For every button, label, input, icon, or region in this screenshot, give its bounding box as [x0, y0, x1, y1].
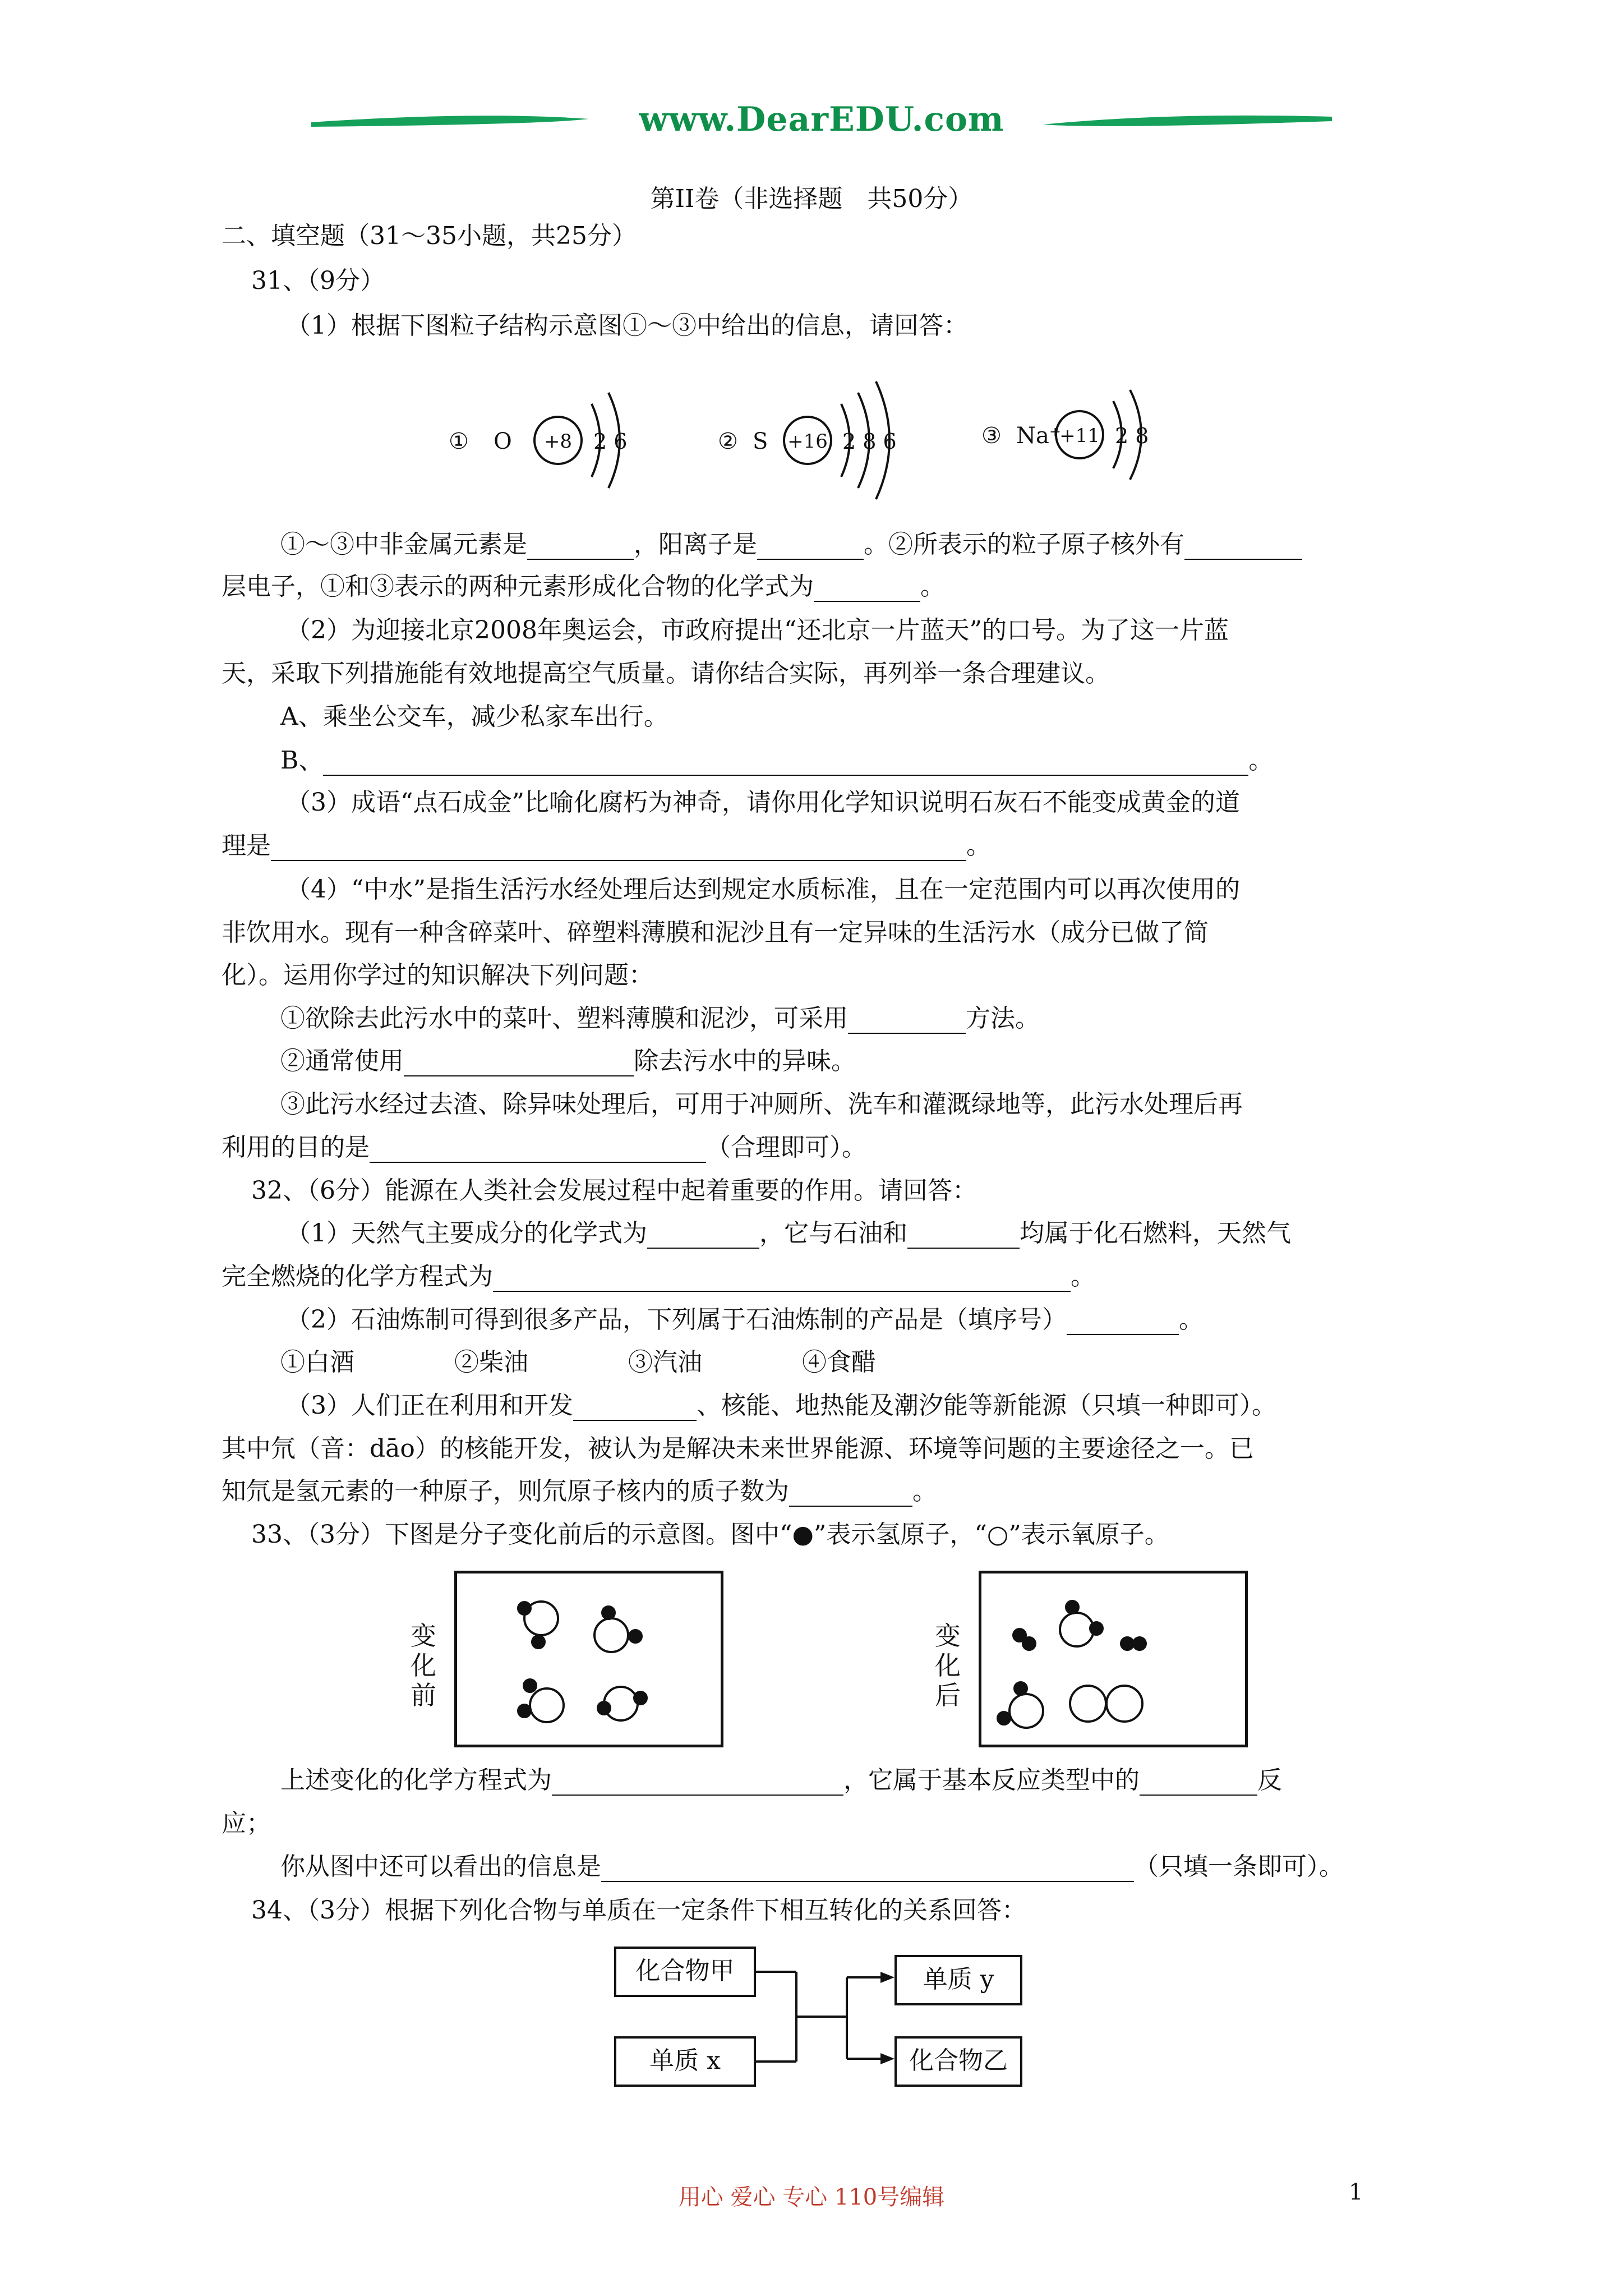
molecules-before-svg: [457, 1573, 721, 1745]
box-compound-a: 化合物甲: [614, 1947, 756, 1997]
q32-p1-text-c: 均属于化石燃料，天然气: [1020, 1219, 1291, 1248]
q33-heading: 33、（3分）下图是分子变化前后的示意图。图中“●”表示氢原子，“○”表示氧原子。: [251, 1520, 1169, 1549]
answer-blank[interactable]: [1184, 534, 1302, 560]
q31-p3-line1: （3）成语“点石成金”比喻化腐朽为神奇，请你用化学知识说明石灰石不能变成黄金的道: [286, 788, 1240, 817]
q33-question-line1: [280, 1766, 1282, 1796]
q32-p3-text-c: 知氘是氢元素的一种原子，则氘原子核内的质子数为: [222, 1477, 789, 1506]
q31-p2-b-label: B、: [280, 746, 324, 775]
q32-heading: 32、（6分）能源在人类社会发展过程中起着重要的作用。请回答：: [251, 1176, 977, 1205]
option-2: ②柴油: [454, 1348, 528, 1377]
q33-text-a: 上述变化的化学方程式为: [280, 1766, 552, 1795]
q34-heading: 34、（3分）根据下列化合物与单质在一定条件下相互转化的关系回答：: [251, 1896, 1026, 1925]
answer-blank[interactable]: [601, 1856, 1134, 1882]
q31-p3-line2: [222, 831, 991, 861]
q32-p2-text: （2）石油炼制可得到很多产品，下列属于石油炼制的产品是（填序号）: [286, 1305, 1067, 1334]
q32-p3-text-a: （3）人们正在利用和开发: [286, 1391, 573, 1420]
q31-p1-text-c: 。②所表示的粒子原子核外有: [864, 530, 1184, 559]
q31-p2-line1: （2）为迎接北京2008年奥运会，市政府提出“还北京一片蓝天”的口号。为了这一片蓝: [286, 616, 1229, 645]
q31-p3-text: 理是: [222, 831, 271, 860]
exam-part-title: 第II卷（非选择题 共50分）: [650, 185, 973, 213]
atom-3-shells: 2 8: [1115, 424, 1149, 448]
page-footer: 用心 爱心 专心 110号编辑: [678, 2184, 945, 2210]
q32-p3-line3: [222, 1477, 937, 1507]
q31-p1-text-d: 层电子，①和③表示的两种元素形成化合物的化学式为: [222, 572, 814, 601]
q31-p4-q2: [280, 1047, 856, 1076]
answer-blank[interactable]: [848, 1008, 966, 1034]
q31-p4-q1-tail: 方法。: [966, 1004, 1040, 1033]
q31-p4-q3-line1: ③此污水经过去渣、除异味处理后，可用于冲厕所、洗车和灌溉绿地等，此污水处理后再: [280, 1090, 1243, 1119]
q31-p4-line1: （4）“中水”是指生活污水经处理后达到规定水质标准，且在一定范围内可以再次使用的: [286, 875, 1240, 904]
site-header: [308, 95, 1335, 157]
q31-p1-text-a: ①～③中非金属元素是: [280, 530, 527, 559]
answer-blank[interactable]: [789, 1481, 912, 1507]
molecules-before-box: [454, 1571, 723, 1747]
q31-p4-q2-tail: 除去污水中的异味。: [634, 1047, 856, 1075]
answer-blank[interactable]: [404, 1051, 634, 1076]
atom-2-shells: 2 8 6: [842, 429, 897, 454]
label-after: 变化后: [935, 1621, 961, 1710]
q32-p1-line1: [286, 1219, 1291, 1249]
q31-p2-line2: 天，采取下列措施能有效地提高空气质量。请你结合实际，再列举一条合理建议。: [222, 659, 1110, 688]
answer-blank[interactable]: [527, 534, 634, 560]
q32-p1-text-a: （1）天然气主要成分的化学式为: [286, 1219, 647, 1248]
q32-p1-text-d: 完全燃烧的化学方程式为: [222, 1262, 493, 1291]
answer-blank[interactable]: [1067, 1309, 1179, 1335]
q32-p1-text-b: ，它与石油和: [759, 1219, 907, 1248]
q33-text-e: 你从图中还可以看出的信息是: [280, 1852, 601, 1881]
q33-text-c: 反: [1257, 1766, 1282, 1795]
q31-p1-question-line1: [280, 530, 1302, 560]
answer-blank[interactable]: [552, 1770, 843, 1796]
option-1: ①白酒: [280, 1348, 354, 1377]
molecules-after-box: [979, 1571, 1248, 1747]
q31-p1-intro: （1）根据下图粒子结构示意图①～③中给出的信息，请回答：: [286, 311, 968, 340]
q33-text-b: ，它属于基本反应类型中的: [843, 1766, 1140, 1795]
answer-blank[interactable]: [1140, 1770, 1257, 1796]
answer-blank[interactable]: [757, 534, 864, 560]
atom-3-charge: +11: [1059, 425, 1100, 447]
molecules-after-svg: [981, 1573, 1245, 1745]
answer-blank[interactable]: [573, 1395, 697, 1421]
q33-question-line3: [280, 1852, 1344, 1882]
box-element-y: 单质 y: [895, 1955, 1022, 2005]
box-compound-b: 化合物乙: [895, 2036, 1022, 2087]
period: 。: [1248, 746, 1274, 775]
q32-p3-line2: 其中氘（音：dāo）的核能开发，被认为是解决未来世界能源、环境等问题的主要途径之一。已: [222, 1434, 1254, 1463]
period: 。: [1179, 1305, 1204, 1334]
q32-p2-line: [286, 1305, 1204, 1335]
label-before: 变化前: [411, 1621, 436, 1710]
q31-p4-q3-text: 利用的目的是: [222, 1133, 370, 1162]
atom-3-symbol: Na⁺: [1016, 423, 1061, 449]
period: 。: [966, 831, 991, 860]
q31-p4-q3-tail: （合理即可）。: [706, 1133, 866, 1162]
atom-3-number: ③: [981, 423, 1002, 449]
site-logo-text: www.DearEDU.com: [639, 100, 1004, 139]
q32-p3-text-b: 、核能、地热能及潮汐能等新能源（只填一种即可）。: [697, 1391, 1276, 1420]
q32-p3-line1: [286, 1391, 1276, 1421]
period: 。: [1071, 1262, 1095, 1291]
q31-p4-line3: 化）。运用你学过的知识解决下列问题：: [222, 961, 653, 990]
atom-1-number: ①: [449, 429, 469, 454]
q31-p2-option-b: [280, 746, 1273, 776]
q31-p4-line2: 非饮用水。现有一种含碎菜叶、碎塑料薄膜和泥沙且有一定异味的生活污水（成分已做了简: [222, 918, 1209, 947]
answer-blank[interactable]: [647, 1223, 759, 1249]
answer-blank[interactable]: [370, 1137, 706, 1163]
section-heading: 二、填空题（31～35小题，共25分）: [222, 222, 637, 250]
q31-p4-q1: [280, 1004, 1040, 1034]
answer-blank[interactable]: [907, 1223, 1020, 1249]
answer-blank[interactable]: [814, 576, 920, 602]
atom-2-charge: +16: [787, 430, 828, 453]
q32-options: [280, 1348, 876, 1378]
period: 。: [912, 1477, 937, 1506]
q31-p1-question-line2: [222, 572, 945, 602]
atom-structure-diagram: [449, 370, 1178, 505]
box-element-x: 单质 x: [614, 2036, 756, 2087]
page-number: 1: [1349, 2179, 1363, 2205]
q31-p4-q2-text: ②通常使用: [280, 1047, 404, 1075]
option-4: ④食醋: [802, 1348, 876, 1377]
atom-1-symbol: O: [494, 429, 512, 454]
atom-2-number: ②: [718, 429, 738, 454]
q31-p1-text-e: 。: [920, 572, 945, 601]
q31-p4-q1-text: ①欲除去此污水中的菜叶、塑料薄膜和泥沙，可采用: [280, 1004, 848, 1033]
answer-blank[interactable]: [271, 835, 966, 861]
q32-p1-line2: [222, 1262, 1095, 1292]
atom-diagrams-svg: [449, 370, 1178, 505]
atom-1-shells: 2 6: [593, 429, 628, 454]
q31-p4-q3-line2: [222, 1133, 866, 1163]
atom-1-charge: +8: [543, 430, 573, 453]
answer-blank[interactable]: [323, 750, 1248, 776]
option-3: ③汽油: [628, 1348, 702, 1377]
q31-heading: 31、（9分）: [251, 266, 385, 295]
atom-2-symbol: S: [753, 429, 768, 454]
q33-text-f: （只填一条即可）。: [1134, 1852, 1344, 1881]
q33-question-line2: 应；: [222, 1809, 271, 1838]
answer-blank[interactable]: [493, 1266, 1071, 1292]
q31-p1-text-b: ，阳离子是: [634, 530, 757, 559]
q31-p2-option-a: A、乘坐公交车，减少私家车出行。: [280, 702, 668, 731]
